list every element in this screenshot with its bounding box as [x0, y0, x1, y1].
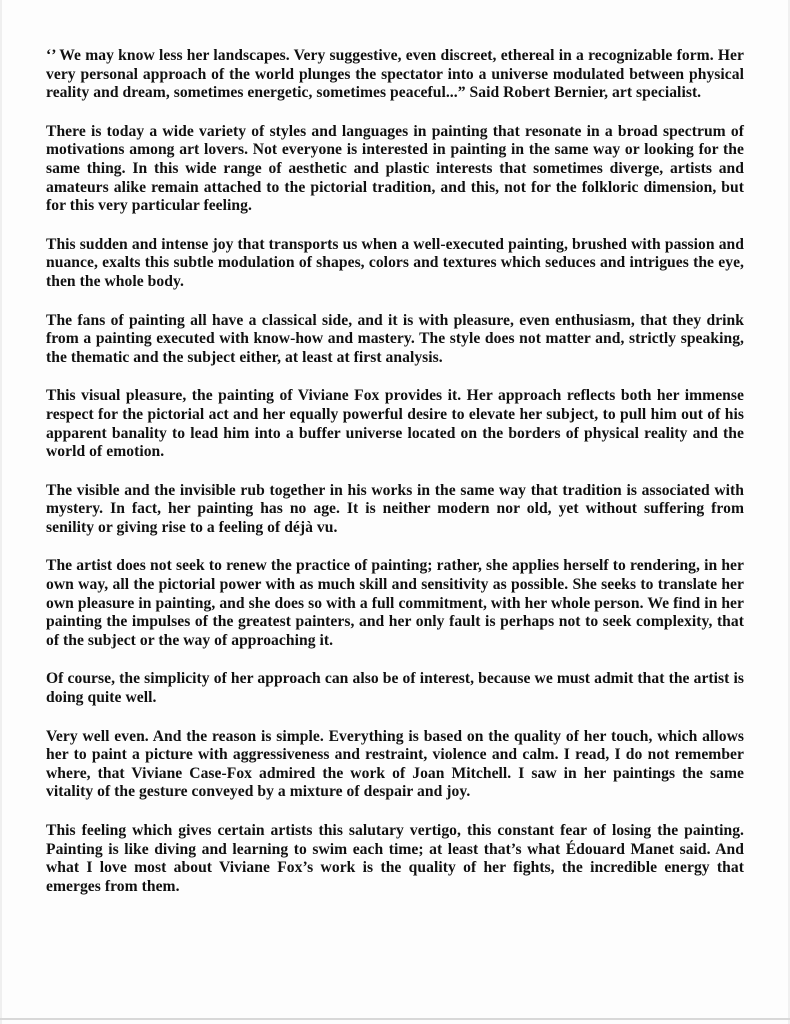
page-bottom-edge	[0, 1018, 790, 1020]
paragraph-salutary-vertigo: This feeling which gives certain artists this salutary vertigo, this constant fear of losing the painting. Painting is like diving and learning to swim each time; at least that’s what Édouard Manet said. And what I love most about Viviane Fox’s work is the quality of her fights, the incredible energy that emerges from them.	[46, 822, 744, 895]
paragraph-visual-pleasure: This visual pleasure, the painting of Viviane Fox provides it. Her approach reflects both her immense respect for the pictorial act and her equally powerful desire to elevate her subject, to pull him out of his apparent banality to lead him into a buffer universe located on the borders of physical reality and the world of emotion.	[46, 387, 744, 461]
document-body	[46, 47, 744, 916]
paragraph-quality-touch: Very well even. And the reason is simple. Everything is based on the quality of her touch, which allows her to paint a picture with aggressiveness and restraint, violence and calm. I read, I do not remember where, that Viviane Case-Fox admired the work of Joan Mitchell. I saw in her paintings the same vitality of the gesture conveyed by a mixture of despair and joy.	[46, 727, 744, 801]
paragraph-visible-invisible: The visible and the invisible rub together in his works in the same way that tradition is associated with mystery. In fact, her painting has no age. It is neither modern nor old, yet without suffering from senility or giving rise to a feeling of déjà vu.	[46, 481, 744, 536]
page-left-edge	[0, 0, 2, 1024]
paragraph-renew-practice: The artist does not seek to renew the practice of painting; rather, she applies herself to rendering, in her own way, all the pictorial power with as much skill and sensitivity as possible. She seeks to translate her own pleasure in painting, and she does so with a full commitment, with her whole person. We find in her painting the impulses of the greatest painters, and her only fault is perhaps not to seek complexity, that of the subject or the way of approaching it.	[46, 557, 744, 649]
paragraph-sudden-joy: This sudden and intense joy that transports us when a well-executed painting, brushed with passion and nuance, exalts this subtle modulation of shapes, colors and textures which seduces and intrigues the eye, then the whole body.	[46, 235, 744, 290]
paragraph-classical-side: The fans of painting all have a classical side, and it is with pleasure, even enthusiasm, that they drink from a painting executed with know-how and mastery. The style does not matter and, strictly speaking, the thematic and the subject either, at least at first analysis.	[46, 311, 744, 366]
paragraph-styles-languages: There is today a wide variety of styles and languages in painting that resonate in a broad spectrum of motivations among art lovers. Not everyone is interested in painting in the same way or looking for the same thing. In this wide range of aesthetic and plastic interests that sometimes diverge, artists and amateurs alike remain attached to the pictorial tradition, and this, not for the folkloric dimension, but for this very particular feeling.	[46, 122, 744, 215]
paragraph-quote-bernier: ‘’ We may know less her landscapes. Very suggestive, even discreet, ethereal in a recognizable form. Her very personal approach of the world plunges the spectator into a universe modulated between physical reality and dream, sometimes energetic, sometimes peaceful...” Said Robert Bernier, art specialist.	[46, 47, 744, 102]
paragraph-simplicity: Of course, the simplicity of her approach can also be of interest, because we must admit that the artist is doing quite well.	[46, 670, 744, 707]
